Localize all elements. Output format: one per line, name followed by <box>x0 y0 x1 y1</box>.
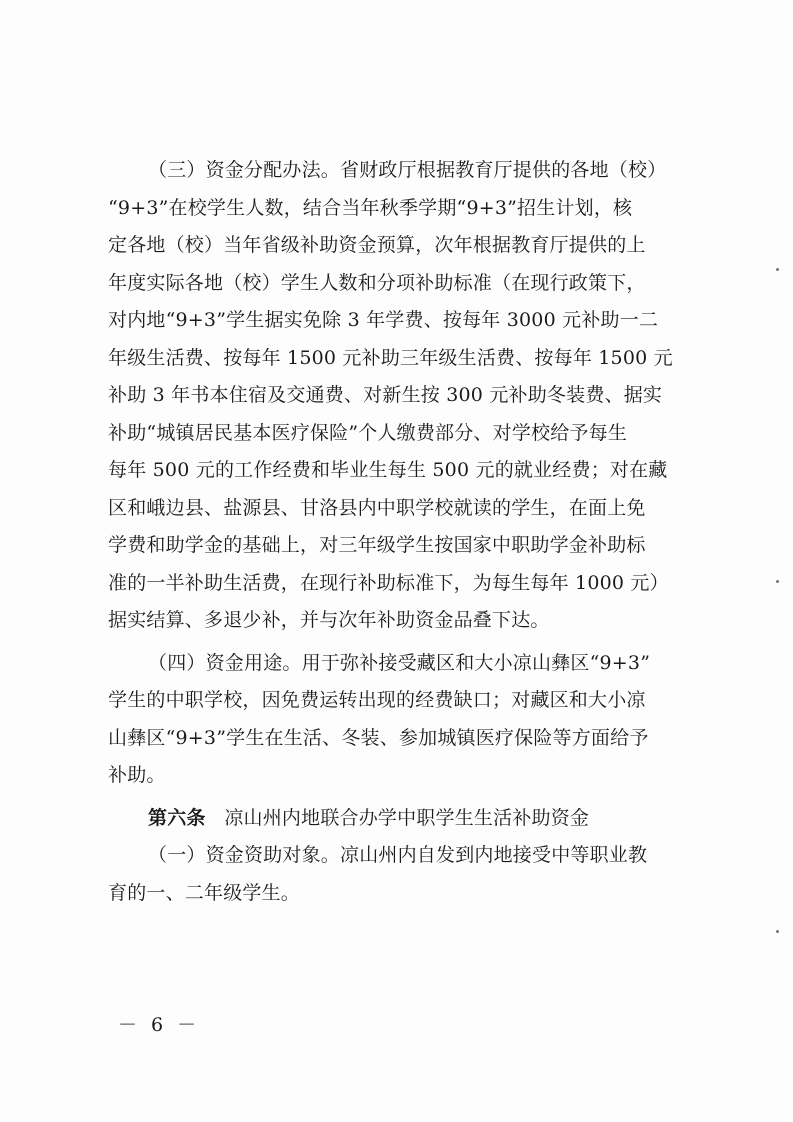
text-line: 学费和助学金的基础上，对三年级学生按国家中职助学金补助标 <box>108 534 646 556</box>
text-line: 山彝区“9+3”学生在生活、冬装、参加城镇医疗保险等方面给予 <box>108 726 649 749</box>
text-line: 补助“城镇居民基本医疗保险”个人缴费部分、对学校给予每生 <box>108 421 628 444</box>
text-line: 定各地（校）当年省级补助资金预算，次年根据教育厅提供的上 <box>108 234 646 256</box>
text-line: 育的一、二年级学生。 <box>108 881 301 904</box>
text-line: 学生的中职学校，因免费运转出现的经费缺口；对藏区和大小凉 <box>108 689 646 711</box>
text-line: 准的一半补助生活费，在现行补助标准下，为每生每年 1000 元） <box>108 571 669 594</box>
page-number: － 6 － <box>118 1014 201 1036</box>
article-number: 第六条 <box>148 806 206 829</box>
text-line: 年级生活费、按每年 1500 元补助三年级生活费、按每年 1500 元 <box>108 346 673 369</box>
scan-mark <box>776 580 779 583</box>
text-line: 区和峨边县、盐源县、甘洛县内中职学校就读的学生，在面上免 <box>108 496 646 519</box>
text-line: 每年 500 元的工作经费和毕业生每生 500 元的就业经费；对在藏 <box>108 459 668 481</box>
scan-mark <box>776 930 779 933</box>
text-line: 补助 3 年书本住宿及交通费、对新生按 300 元补助冬装费、据实 <box>108 384 663 406</box>
text-line: “9+3”在校学生人数，结合当年秋季学期“9+3”招生计划，核 <box>108 196 633 219</box>
text-line: （四）资金用途。用于弥补接受藏区和大小凉山彝区“9+3” <box>148 651 651 674</box>
text-line: 补助。 <box>108 764 166 786</box>
text-line: （一）资金资助对象。凉山州内自发到内地接受中等职业教 <box>148 844 648 866</box>
article-spacer <box>206 807 225 829</box>
paragraph-funding-target <box>108 837 708 912</box>
article-six-heading <box>108 800 708 838</box>
text-line: （三）资金分配办法。省财政厅根据教育厅提供的各地（校） <box>148 159 667 181</box>
article-title: 凉山州内地联合办学中职学生生活补助资金 <box>224 806 590 829</box>
paragraph-fund-allocation <box>108 152 708 640</box>
text-line: 年度实际各地（校）学生人数和分项补助标准（在现行政策下， <box>108 271 646 294</box>
text-line: 据实结算、多退少补，并与次年补助资金品叠下达。 <box>108 609 550 631</box>
paragraph-fund-usage <box>108 645 708 795</box>
document-body <box>108 152 708 912</box>
scan-mark <box>776 268 779 271</box>
text-line: 对内地“9+3”学生据实免除 3 年学费、按每年 3000 元补助一二 <box>108 309 659 331</box>
